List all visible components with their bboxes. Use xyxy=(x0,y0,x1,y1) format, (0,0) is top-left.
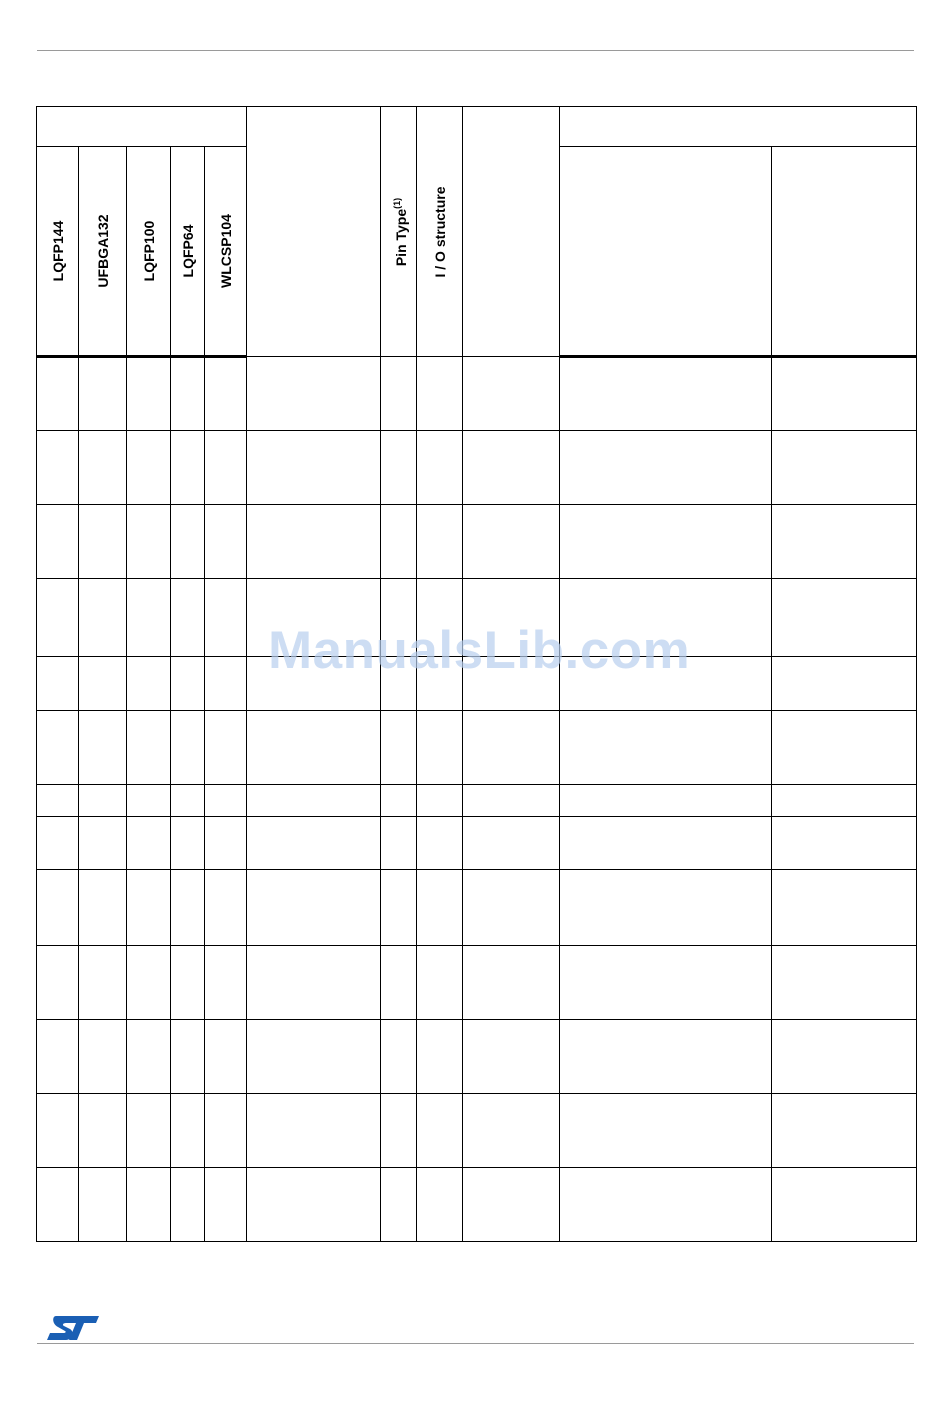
table-cell xyxy=(772,1019,917,1093)
table-cell xyxy=(171,431,205,505)
table-cell xyxy=(37,431,79,505)
table-cell xyxy=(37,785,79,817)
table-cell xyxy=(463,711,560,785)
table-cell xyxy=(205,869,247,945)
table-cell xyxy=(463,1093,560,1167)
table-cell xyxy=(205,785,247,817)
table-cell xyxy=(463,431,560,505)
table-cell xyxy=(79,1093,127,1167)
table-cell xyxy=(772,1167,917,1241)
table-cell xyxy=(247,785,381,817)
pin-description-table xyxy=(36,106,917,1242)
table-cell xyxy=(79,817,127,869)
table-cell xyxy=(417,505,463,579)
table-row xyxy=(37,1167,917,1241)
table-row xyxy=(37,711,917,785)
table-cell xyxy=(37,657,79,711)
notes-header xyxy=(463,107,560,357)
table-cell xyxy=(772,505,917,579)
header-rule xyxy=(37,50,914,51)
table-cell xyxy=(37,869,79,945)
table-cell xyxy=(79,1019,127,1093)
table-cell xyxy=(772,785,917,817)
table-cell xyxy=(381,785,417,817)
pin-type-footnote: (1) xyxy=(391,197,402,209)
table-cell xyxy=(417,431,463,505)
table-cell xyxy=(127,711,171,785)
pin-number-group-header xyxy=(37,107,247,147)
table-cell xyxy=(205,357,247,431)
table-cell xyxy=(127,431,171,505)
table-cell xyxy=(205,505,247,579)
table-cell xyxy=(772,579,917,657)
table-cell xyxy=(560,1093,772,1167)
package-header-lqfp100: LQFP100 xyxy=(127,147,171,357)
table-cell xyxy=(171,505,205,579)
table-cell xyxy=(417,1167,463,1241)
table-cell xyxy=(417,711,463,785)
table-cell xyxy=(171,1167,205,1241)
table-cell xyxy=(772,945,917,1019)
table-cell xyxy=(247,945,381,1019)
table-cell xyxy=(560,657,772,711)
table-cell xyxy=(171,657,205,711)
table-row xyxy=(37,869,917,945)
table-cell xyxy=(127,357,171,431)
table-cell xyxy=(79,711,127,785)
table-cell xyxy=(463,817,560,869)
table-cell xyxy=(463,785,560,817)
table-row xyxy=(37,579,917,657)
table-cell xyxy=(171,711,205,785)
table-cell xyxy=(171,785,205,817)
table-cell xyxy=(417,657,463,711)
table-cell xyxy=(560,1019,772,1093)
table-cell xyxy=(79,785,127,817)
table-cell xyxy=(463,657,560,711)
package-header-wlcsp104: WLCSP104 xyxy=(205,147,247,357)
table-cell xyxy=(247,869,381,945)
table-cell xyxy=(205,657,247,711)
table-cell xyxy=(127,1093,171,1167)
table-cell xyxy=(247,1167,381,1241)
header-row-1 xyxy=(37,107,917,147)
table-cell xyxy=(381,1167,417,1241)
table-cell xyxy=(205,711,247,785)
table-cell xyxy=(127,785,171,817)
table-cell xyxy=(79,505,127,579)
table-cell xyxy=(417,579,463,657)
table-cell xyxy=(463,505,560,579)
table-cell xyxy=(79,869,127,945)
table-cell xyxy=(127,657,171,711)
table-row xyxy=(37,785,917,817)
table-cell xyxy=(772,1093,917,1167)
table-cell xyxy=(127,817,171,869)
additional-functions-header xyxy=(772,147,917,357)
table-cell xyxy=(127,945,171,1019)
table-cell xyxy=(381,657,417,711)
table-cell xyxy=(772,431,917,505)
table-cell xyxy=(560,945,772,1019)
table-cell xyxy=(381,711,417,785)
table-cell xyxy=(37,1167,79,1241)
table-cell xyxy=(127,505,171,579)
table-cell xyxy=(171,945,205,1019)
table-cell xyxy=(381,505,417,579)
table-cell xyxy=(560,869,772,945)
table-cell xyxy=(37,817,79,869)
table-cell xyxy=(79,431,127,505)
package-header-lqfp64: LQFP64 xyxy=(171,147,205,357)
table-cell xyxy=(247,1093,381,1167)
table-cell xyxy=(247,711,381,785)
table-cell xyxy=(417,1093,463,1167)
table-cell xyxy=(205,431,247,505)
table-cell xyxy=(772,357,917,431)
table-cell xyxy=(417,785,463,817)
table-cell xyxy=(79,357,127,431)
table-row xyxy=(37,1019,917,1093)
table-cell xyxy=(247,1019,381,1093)
table-cell xyxy=(37,711,79,785)
table-cell xyxy=(171,817,205,869)
table-cell xyxy=(463,357,560,431)
pin-name-header xyxy=(247,107,381,357)
table-cell xyxy=(205,817,247,869)
table-cell xyxy=(171,357,205,431)
table-cell xyxy=(560,817,772,869)
st-logo-icon xyxy=(44,1312,100,1342)
table-cell xyxy=(205,579,247,657)
table-cell xyxy=(127,1019,171,1093)
alternate-functions-header xyxy=(560,147,772,357)
table-cell xyxy=(381,1019,417,1093)
table-cell xyxy=(37,505,79,579)
table-cell xyxy=(772,817,917,869)
table-row xyxy=(37,1093,917,1167)
table-cell xyxy=(463,1167,560,1241)
table-cell xyxy=(463,945,560,1019)
table-cell xyxy=(417,817,463,869)
watermark: ManualsLib.com xyxy=(268,621,691,680)
alternate-functions-group-header xyxy=(560,107,917,147)
table-body xyxy=(37,357,917,1242)
table-cell xyxy=(381,945,417,1019)
table-cell xyxy=(463,1019,560,1093)
table-cell xyxy=(205,1093,247,1167)
table-cell xyxy=(79,657,127,711)
table-cell xyxy=(127,1167,171,1241)
table-cell xyxy=(37,579,79,657)
table-cell xyxy=(37,1093,79,1167)
table-row xyxy=(37,431,917,505)
table-cell xyxy=(560,505,772,579)
table-row xyxy=(37,817,917,869)
io-structure-label: I / O structure xyxy=(431,185,448,278)
pin-type-header xyxy=(381,107,417,357)
table-cell xyxy=(417,357,463,431)
io-structure-header xyxy=(417,107,463,357)
table-cell xyxy=(381,869,417,945)
table-row xyxy=(37,945,917,1019)
table-cell xyxy=(205,1167,247,1241)
table-cell xyxy=(381,357,417,431)
table-cell xyxy=(560,785,772,817)
table-cell xyxy=(417,945,463,1019)
table-cell xyxy=(463,579,560,657)
table-cell xyxy=(127,869,171,945)
table-cell xyxy=(205,945,247,1019)
table-cell xyxy=(560,711,772,785)
table-cell xyxy=(247,505,381,579)
table-row xyxy=(37,657,917,711)
table-cell xyxy=(417,1019,463,1093)
table-cell xyxy=(127,579,171,657)
table-cell xyxy=(247,817,381,869)
package-header-ufbga132: UFBGA132 xyxy=(79,147,127,357)
table-cell xyxy=(171,579,205,657)
table-cell xyxy=(772,869,917,945)
table-cell xyxy=(381,579,417,657)
table-cell xyxy=(381,431,417,505)
table-cell xyxy=(79,1167,127,1241)
table-cell xyxy=(171,1093,205,1167)
table-cell xyxy=(37,1019,79,1093)
table-row xyxy=(37,357,917,431)
table-cell xyxy=(247,657,381,711)
table-cell xyxy=(381,817,417,869)
table-cell xyxy=(247,431,381,505)
pin-type-label: Pin Type xyxy=(392,208,409,266)
table-cell xyxy=(171,1019,205,1093)
table-row xyxy=(37,505,917,579)
table-cell xyxy=(560,1167,772,1241)
table-cell xyxy=(560,579,772,657)
table-cell xyxy=(247,579,381,657)
table-cell xyxy=(772,711,917,785)
table-cell xyxy=(560,357,772,431)
footer-rule xyxy=(37,1343,914,1344)
table-cell xyxy=(247,357,381,431)
table-cell xyxy=(772,657,917,711)
table-cell xyxy=(417,869,463,945)
table-cell xyxy=(79,579,127,657)
table-cell xyxy=(37,945,79,1019)
table-cell xyxy=(171,869,205,945)
table-cell xyxy=(463,869,560,945)
table-cell xyxy=(79,945,127,1019)
table-cell xyxy=(205,1019,247,1093)
table-cell xyxy=(37,357,79,431)
table-cell xyxy=(560,431,772,505)
package-header-lqfp144: LQFP144 xyxy=(37,147,79,357)
table-cell xyxy=(381,1093,417,1167)
